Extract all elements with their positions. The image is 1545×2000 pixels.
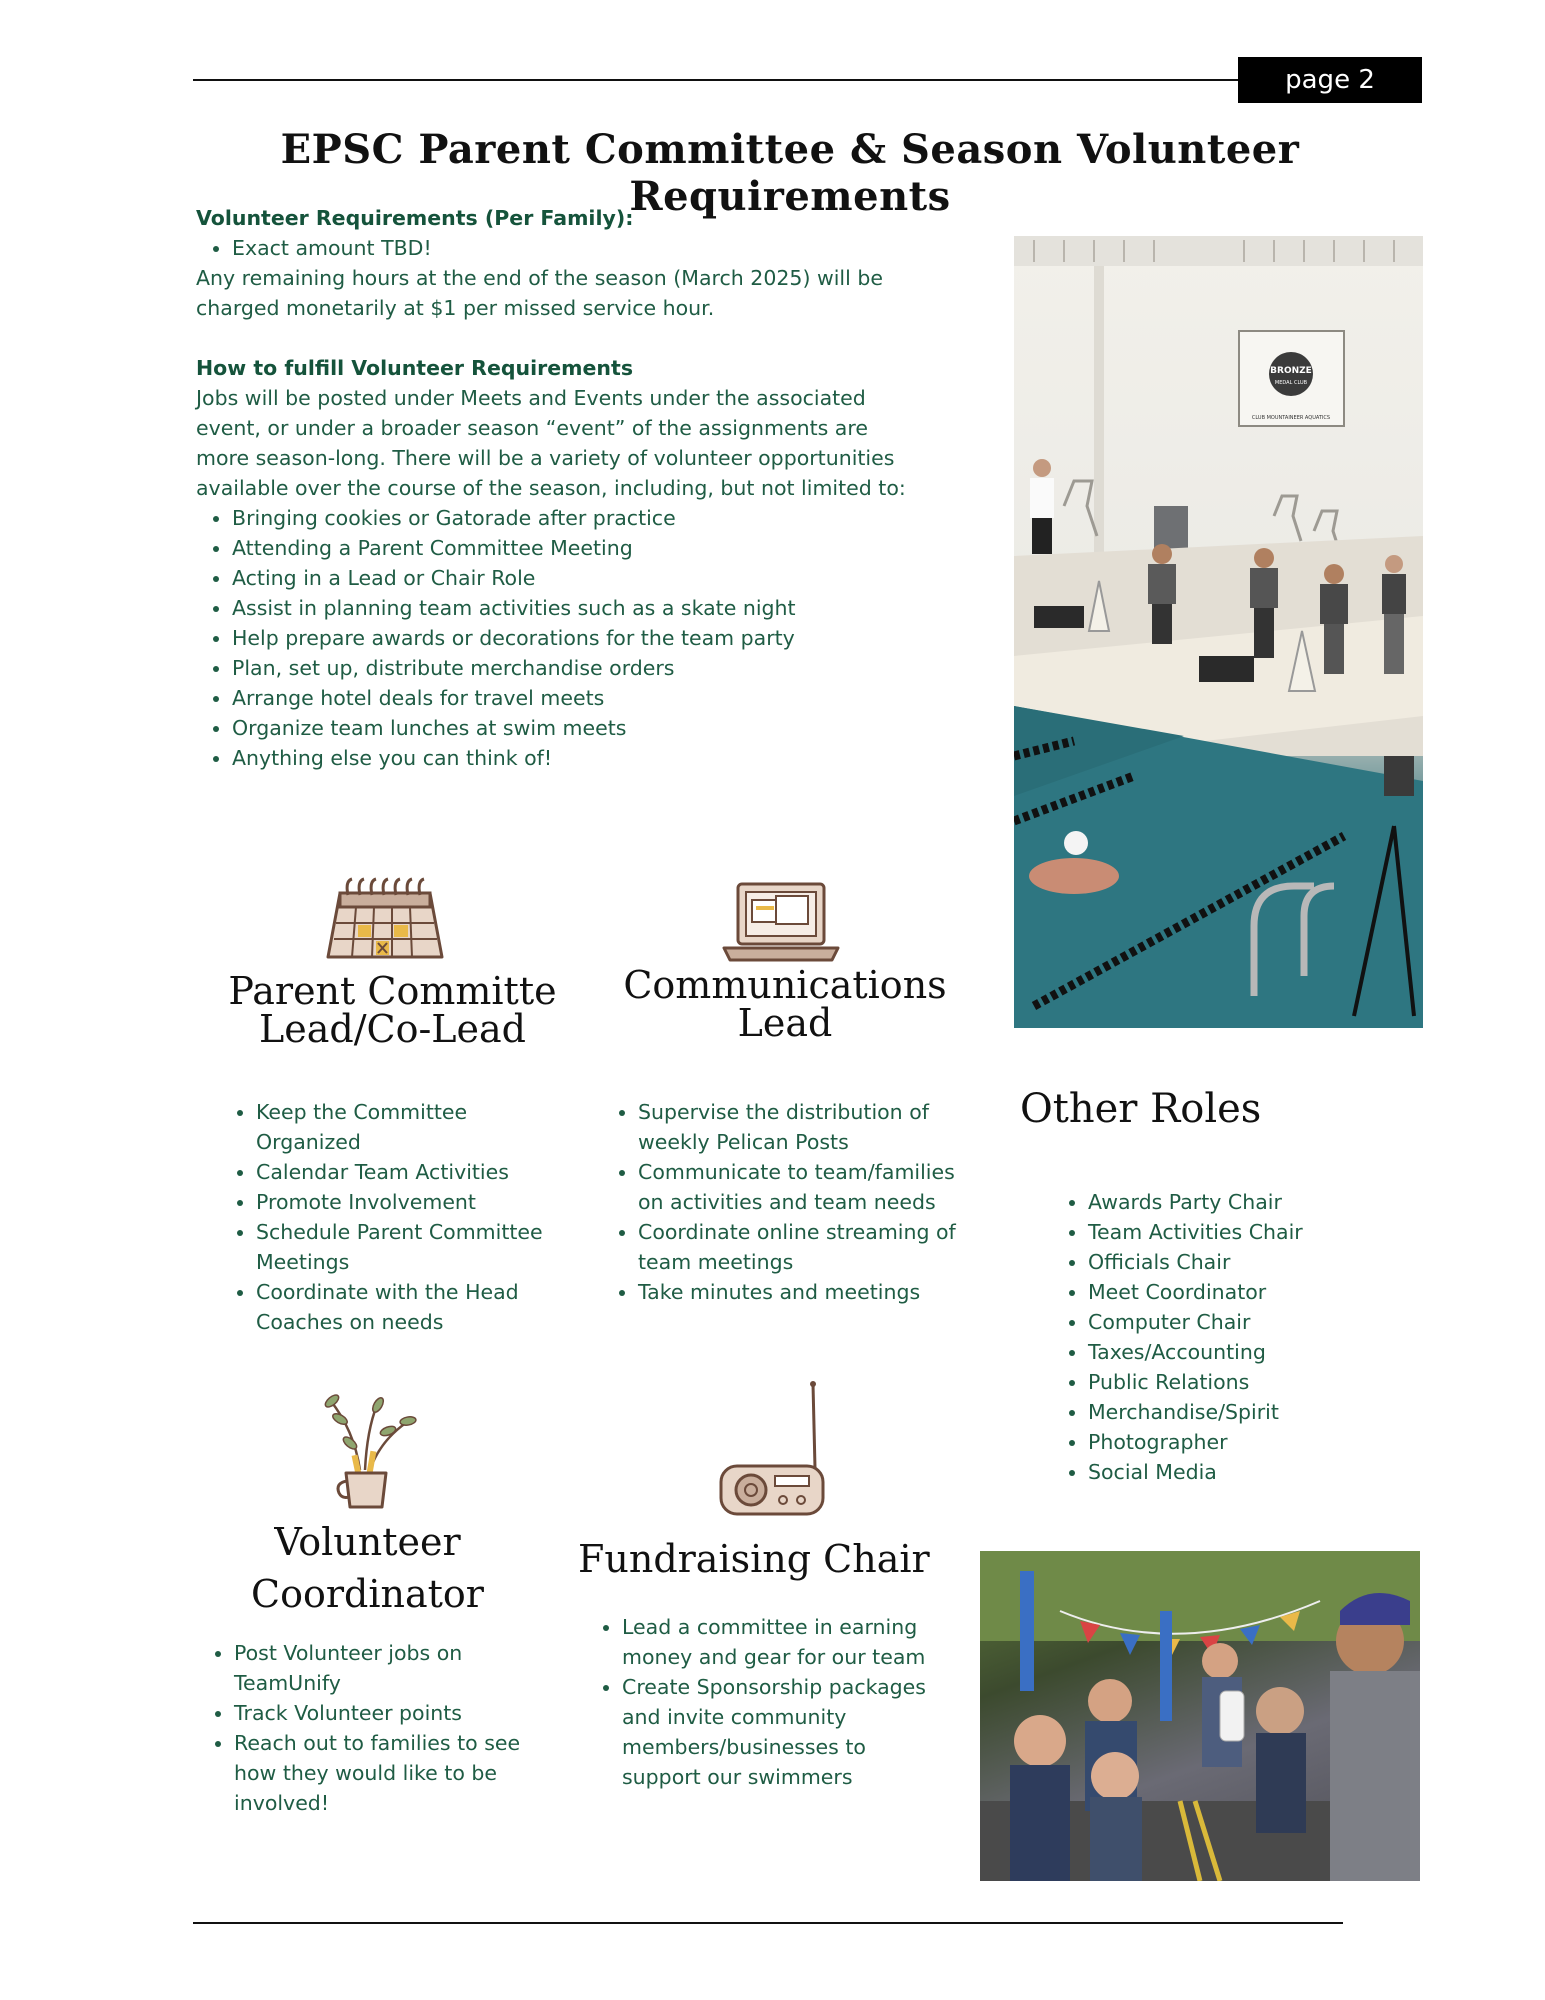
plant-icon <box>310 1385 420 1510</box>
list-item: • Take minutes and meetings <box>638 1277 972 1307</box>
list-item: • Computer Chair <box>1088 1307 1362 1337</box>
list-item: • Photographer <box>1088 1427 1362 1457</box>
list-item: • Meet Coordinator <box>1088 1277 1362 1307</box>
other-roles-title: Other Roles <box>1020 1086 1262 1132</box>
list-item: • Track Volunteer points <box>234 1698 538 1728</box>
list-item: • Lead a committee in earning money and gear for our team <box>622 1612 926 1672</box>
list-item: • Organize team lunches at swim meets <box>232 713 916 743</box>
list-item: • Help prepare awards or decorations for the team party <box>232 623 916 653</box>
list-item: • Public Relations <box>1088 1367 1362 1397</box>
banner-line2: MEDAL CLUB <box>1274 380 1308 386</box>
radio-icon <box>715 1378 827 1518</box>
list-item: • Arrange hotel deals for travel meets <box>232 683 916 713</box>
banner-line1: BRONZE <box>1270 366 1312 376</box>
list-item: • Team Activities Chair <box>1088 1217 1362 1247</box>
other-roles-list <box>1062 1187 1362 1487</box>
opportunities-list <box>232 503 916 773</box>
list-item: • Acting in a Lead or Chair Role <box>232 563 916 593</box>
how-to-fulfill-text: Jobs will be posted under Meets and Events under the associated event, or under a broader season “event” of the assignments are more season-long. There will be a variety of volunteer opportunities available over the course of the season, including, but not limited to: <box>196 386 906 500</box>
page-title: EPSC Parent Committee & Season Volunteer Requirements <box>280 126 1300 220</box>
list-item: • Post Volunteer jobs on TeamUnify <box>234 1638 538 1698</box>
list-item: • Taxes/Accounting <box>1088 1337 1362 1367</box>
list-item: • Social Media <box>1088 1457 1362 1487</box>
page-number-tab: page 2 <box>1238 57 1422 103</box>
list-item: • Coordinate with the Head Coaches on needs <box>256 1277 560 1337</box>
list-item: • Coordinate online streaming of team meetings <box>638 1217 972 1277</box>
volunteer-requirements-heading: Volunteer Requirements (Per Family): <box>196 206 634 230</box>
fundraising-chair-title: Fundraising Chair <box>578 1537 930 1581</box>
list-item: • Keep the Committee Organized <box>256 1097 560 1157</box>
pool-photo-illustration <box>1014 236 1423 1028</box>
list-item: • Schedule Parent Committee Meetings <box>256 1217 560 1277</box>
list-item: • Promote Involvement <box>256 1187 560 1217</box>
volunteer-coordinator-duties <box>208 1638 538 1818</box>
requirements-note: Any remaining hours at the end of the season (March 2025) will be charged monetarily at $1 per missed service hour. <box>196 266 883 320</box>
list-item: • Create Sponsorship packages and invite community members/businesses to support our swimmers <box>622 1672 926 1792</box>
list-item: • Officials Chair <box>1088 1247 1362 1277</box>
list-item: • Anything else you can think of! <box>232 743 916 773</box>
parent-committee-lead-title: Parent Committe Lead/Co-Lead <box>228 969 557 1051</box>
parent-committee-duties <box>230 1097 560 1337</box>
list-item: • Assist in planning team activities such as a skate night <box>232 593 916 623</box>
intro-section <box>196 203 916 773</box>
calendar-icon <box>322 873 448 963</box>
list-item: • Calendar Team Activities <box>256 1157 560 1187</box>
communications-duties <box>612 1097 972 1307</box>
list-item: • Merchandise/Spirit <box>1088 1397 1362 1427</box>
list-item: • Attending a Parent Committee Meeting <box>232 533 916 563</box>
list-item: • Reach out to families to see how they would like to be involved! <box>234 1728 538 1818</box>
volunteer-coordinator-title: Volunteer Coordinator <box>251 1520 484 1616</box>
top-rule <box>193 79 1243 81</box>
list-item: • Communicate to team/families on activities and team needs <box>638 1157 972 1217</box>
list-item: • Exact amount TBD! <box>232 233 916 263</box>
communications-lead-title: Communications Lead <box>623 963 947 1045</box>
parade-photo <box>980 1551 1420 1881</box>
banner-line3: CLUB MOUNTAINEER AQUATICS <box>1251 415 1331 421</box>
list-item: • Plan, set up, distribute merchandise orders <box>232 653 916 683</box>
list-item: • Awards Party Chair <box>1088 1187 1362 1217</box>
pool-photo <box>1014 236 1423 1028</box>
how-to-fulfill-heading: How to fulfill Volunteer Requirements <box>196 356 634 380</box>
fundraising-duties <box>596 1612 926 1792</box>
requirements-list <box>232 233 916 263</box>
bottom-rule <box>193 1922 1343 1924</box>
parade-photo-illustration <box>980 1551 1420 1881</box>
list-item: • Supervise the distribution of weekly Pelican Posts <box>638 1097 972 1157</box>
laptop-icon <box>718 880 844 964</box>
list-item: • Bringing cookies or Gatorade after practice <box>232 503 916 533</box>
